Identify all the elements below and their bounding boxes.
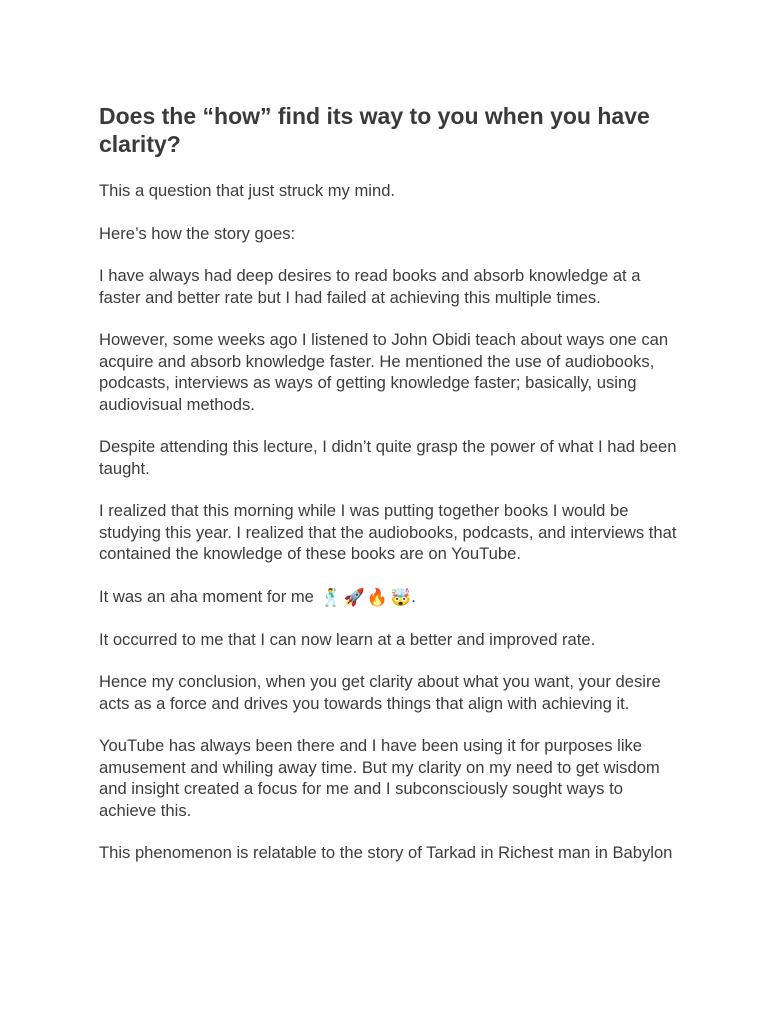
paragraph: This phenomenon is relatable to the story of Tarkad in Richest man in Babylon — [99, 843, 673, 862]
paragraph: It occurred to me that I can now learn at a better and improved rate. — [99, 629, 596, 649]
dancer-emoji-icon: 🕺 — [320, 587, 342, 607]
aha-paragraph — [99, 586, 679, 608]
paragraph: This a question that just struck my mind. — [99, 181, 396, 200]
aha-text: It was an aha moment for me — [99, 586, 319, 606]
paragraph: Hence my conclusion, when you get clarity about what you want, your desire acts as a force and drives you towards things that align with achieving it. — [99, 672, 661, 713]
paragraph: YouTube has always been there and I have been using it for purposes like amusement and whiling away time. But my clarity on my need to get wisdom and insight created a focus for me and I subconsciously sought ways to achieve this. — [99, 736, 660, 820]
paragraph: Despite attending this lecture, I didn’t quite grasp the power of what I had been taught. — [99, 437, 677, 478]
document-page — [99, 102, 679, 885]
paragraph: However, some weeks ago I listened to John Obidi teach about ways one can acquire and absorb knowledge faster. He mentioned the use of audiobooks, podcasts, interviews as ways of getting knowledge faster; basically, using audiovisual methods. — [99, 330, 669, 414]
rocket-emoji-icon: 🚀 — [343, 587, 365, 607]
document-title: Does the “how” find its way to you when you have clarity? — [99, 103, 650, 157]
fire-emoji-icon: 🔥 — [366, 587, 389, 607]
aha-suffix: . — [411, 586, 416, 606]
paragraph: I have always had deep desires to read books and absorb knowledge at a faster and better rate but I had failed at achieving this multiple times. — [99, 266, 641, 307]
paragraph: I realized that this morning while I was putting together books I would be studying this year. I realized that the audiobooks, podcasts, and interviews that contained the knowledge of these books are on YouTube. — [99, 501, 677, 563]
paragraph: Here’s how the story goes: — [99, 223, 296, 243]
mind-blown-emoji-icon: 🤯 — [390, 587, 412, 607]
